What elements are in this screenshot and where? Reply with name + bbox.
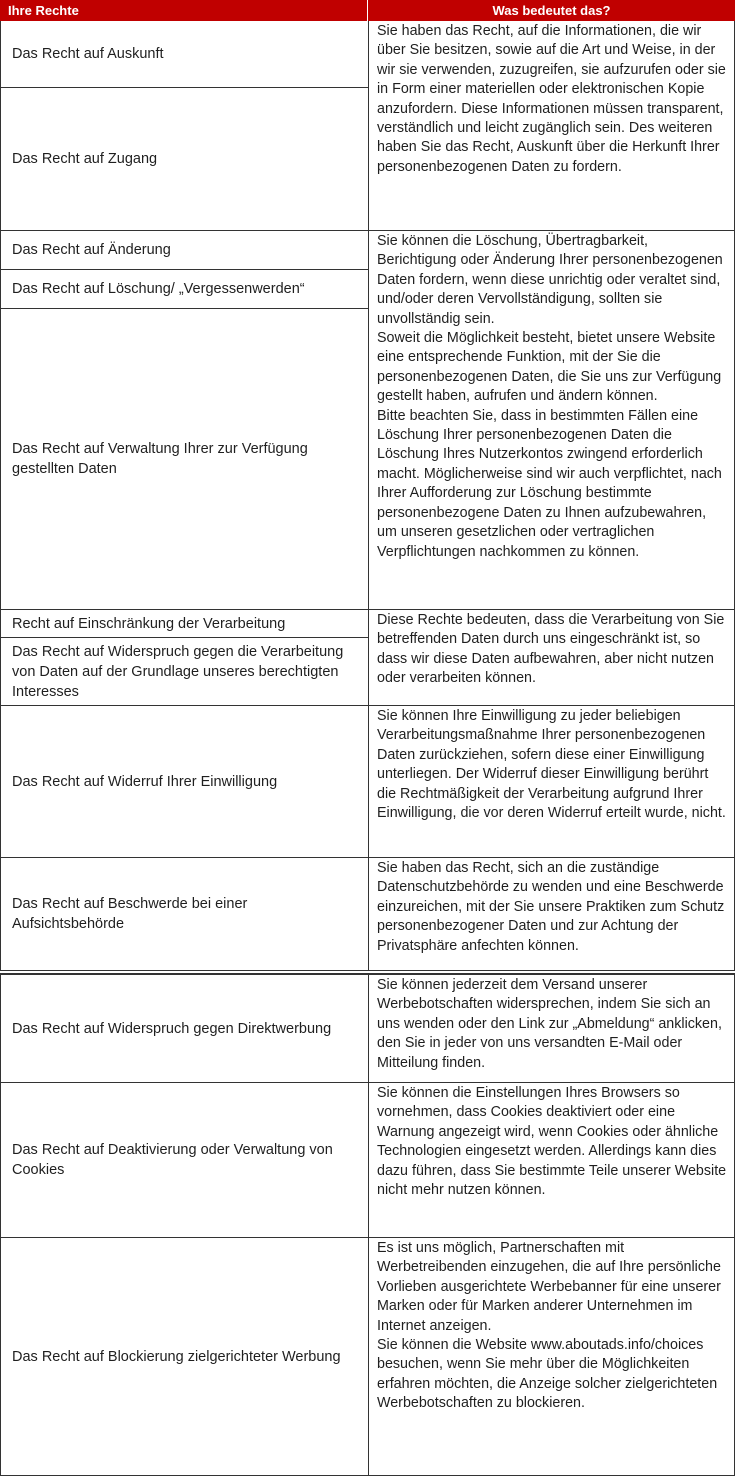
right-access <box>0 88 369 231</box>
right-label: Das Recht auf Zugang <box>12 151 158 167</box>
right-label: Das Recht auf Widerspruch gegen Direktwerbung <box>12 1020 332 1037</box>
right-erasure <box>0 270 369 309</box>
right-access-info <box>0 21 369 88</box>
meaning-block-ads <box>368 1238 735 1476</box>
right-label: Das Recht auf Verwaltung Ihrer zur Verfügung gestellten Daten <box>12 441 308 477</box>
right-label: Das Recht auf Auskunft <box>12 46 164 62</box>
right-label: Das Recht auf Deaktivierung oder Verwaltung von Cookies <box>12 1142 333 1178</box>
meaning-objection-marketing <box>368 973 735 1083</box>
meaning-text: Diese Rechte bedeuten, dass die Verarbeitung von Sie betreffenden Daten durch uns eingeschränkt ist, so dass wir diese Daten aufbewahren, aber nicht nutzen oder verarbeiten können. <box>377 612 725 687</box>
header-rights: Ihre Rechte <box>0 0 368 21</box>
meaning-text: Sie haben das Recht, auf die Informationen, die wir über Sie besitzen, sowie auf die Art und Weise, in der wir sie verwenden, zuzugreifen, sie aufzurufen oder sie in Form einer materiellen oder elektronischen Kopie anzufordern. Diese Informationen müssen transparent, verständlich und leicht zugänglich sein. Des weiteren haben Sie das Recht, Auskunft über die Herkunft Ihrer personenbezogenen Daten zu fordern. <box>377 23 726 175</box>
right-objection-processing <box>0 638 369 706</box>
right-rectification <box>0 231 369 270</box>
right-label: Das Recht auf Änderung <box>12 242 171 258</box>
right-label: Das Recht auf Widerspruch gegen die Verarbeitung von Daten auf der Grundlage unseres berechtigten Interesses <box>12 643 344 700</box>
meaning-text: Sie können die Einstellungen Ihres Browsers so vornehmen, dass Cookies deaktiviert oder eine Warnung angezeigt wird, wenn Cookies oder ähnliche Technologien eingesetzt werden. Allerdings kann dies dazu führen, dass Sie bestimmte Teile unserer Website nicht mehr nutzen können. <box>377 1085 727 1199</box>
right-objection-marketing <box>0 973 369 1083</box>
header-meaning: Was bedeutet das? <box>368 0 735 21</box>
right-complaint <box>0 858 369 971</box>
meaning-text: Sie können jederzeit dem Versand unserer Werbebotschaften widersprechen, indem Sie sich an uns wenden oder den Link zur „Abmeldung“ anklicken, den Sie in jeder von uns versandten E-Mail oder Mitteilung finden. <box>377 977 722 1071</box>
right-label: Das Recht auf Widerruf Ihrer Einwilligung <box>12 773 278 790</box>
meaning-text: Sie können die Löschung, Übertragbarkeit, Berichtigung oder Änderung Ihrer personenbezogenen Daten fordern, wenn diese unrichtig oder veraltet sind, und/oder deren Vervollständigung, sollten sie unvollständig sein. Soweit die Möglichkeit besteht, bietet unsere Website eine entsprechende Funktion, mit der Sie die personenbezogenen Daten, die Sie uns zur Verfügung gestellt haben, aufrufen und ändern können. Bitte beachten Sie, dass in bestimmten Fällen eine Löschung Ihrer personenbezogenen Daten die Löschung Ihres Nutzerkontos zwingend erforderlich macht. Möglicherweise sind wir auch verpflichtet, nach Ihrer Aufforderung zur Löschung bestimmte personenbezogene Daten zu Ihnen aufzubewahren, um unseren gesetzlichen oder vertraglichen Verpflichtungen nachkommen zu können. <box>377 233 723 560</box>
right-block-ads <box>0 1238 369 1476</box>
right-label: Das Recht auf Blockierung zielgerichteter Werbung <box>12 1348 341 1365</box>
meaning-rectification-erasure <box>368 231 735 610</box>
right-restriction <box>0 610 369 638</box>
meaning-complaint <box>368 858 735 971</box>
meaning-text: Sie haben das Recht, sich an die zuständige Datenschutzbehörde zu wenden und eine Beschwerde einzureichen, mit der Sie unsere Praktiken zum Schutz personenbezogener Daten und zur Achtung der Privatsphäre anfechten können. <box>377 860 725 954</box>
meaning-access <box>368 21 735 231</box>
meaning-withdraw-consent <box>368 706 735 858</box>
right-cookies <box>0 1083 369 1238</box>
meaning-text: Es ist uns möglich, Partnerschaften mit Werbetreibenden einzugehen, die auf Ihre persönliche Vorlieben ausgerichtete Werbebanner für eine unserer Marken oder für Marken anderer Unternehmen im Internet anzeigen. Sie können die Website www.aboutads.info/choices besuchen, wenn Sie mehr über die Möglichkeiten erfahren möchten, die Anzeige solcher zielgerichteten Werbebotschaften zu blockieren. <box>377 1240 721 1412</box>
meaning-cookies <box>368 1083 735 1238</box>
right-withdraw-consent <box>0 706 369 858</box>
meaning-restriction <box>368 610 735 706</box>
right-label: Recht auf Einschränkung der Verarbeitung <box>12 615 286 632</box>
right-label: Das Recht auf Löschung/ „Vergessenwerden“ <box>12 281 305 297</box>
right-label: Das Recht auf Beschwerde bei einer Aufsichtsbehörde <box>12 896 248 932</box>
right-data-management <box>0 309 369 610</box>
meaning-text: Sie können Ihre Einwilligung zu jeder beliebigen Verarbeitungsmaßnahme Ihrer personenbezogenen Daten zurückziehen, sofern diese einer Einwilligung unterliegen. Der Widerruf dieser Einwilligung berührt die Rechtmäßigkeit der Verarbeitung aufgrund Ihrer Einwilligung, die vor deren Widerruf erteilt wurde, nicht. <box>377 708 726 822</box>
